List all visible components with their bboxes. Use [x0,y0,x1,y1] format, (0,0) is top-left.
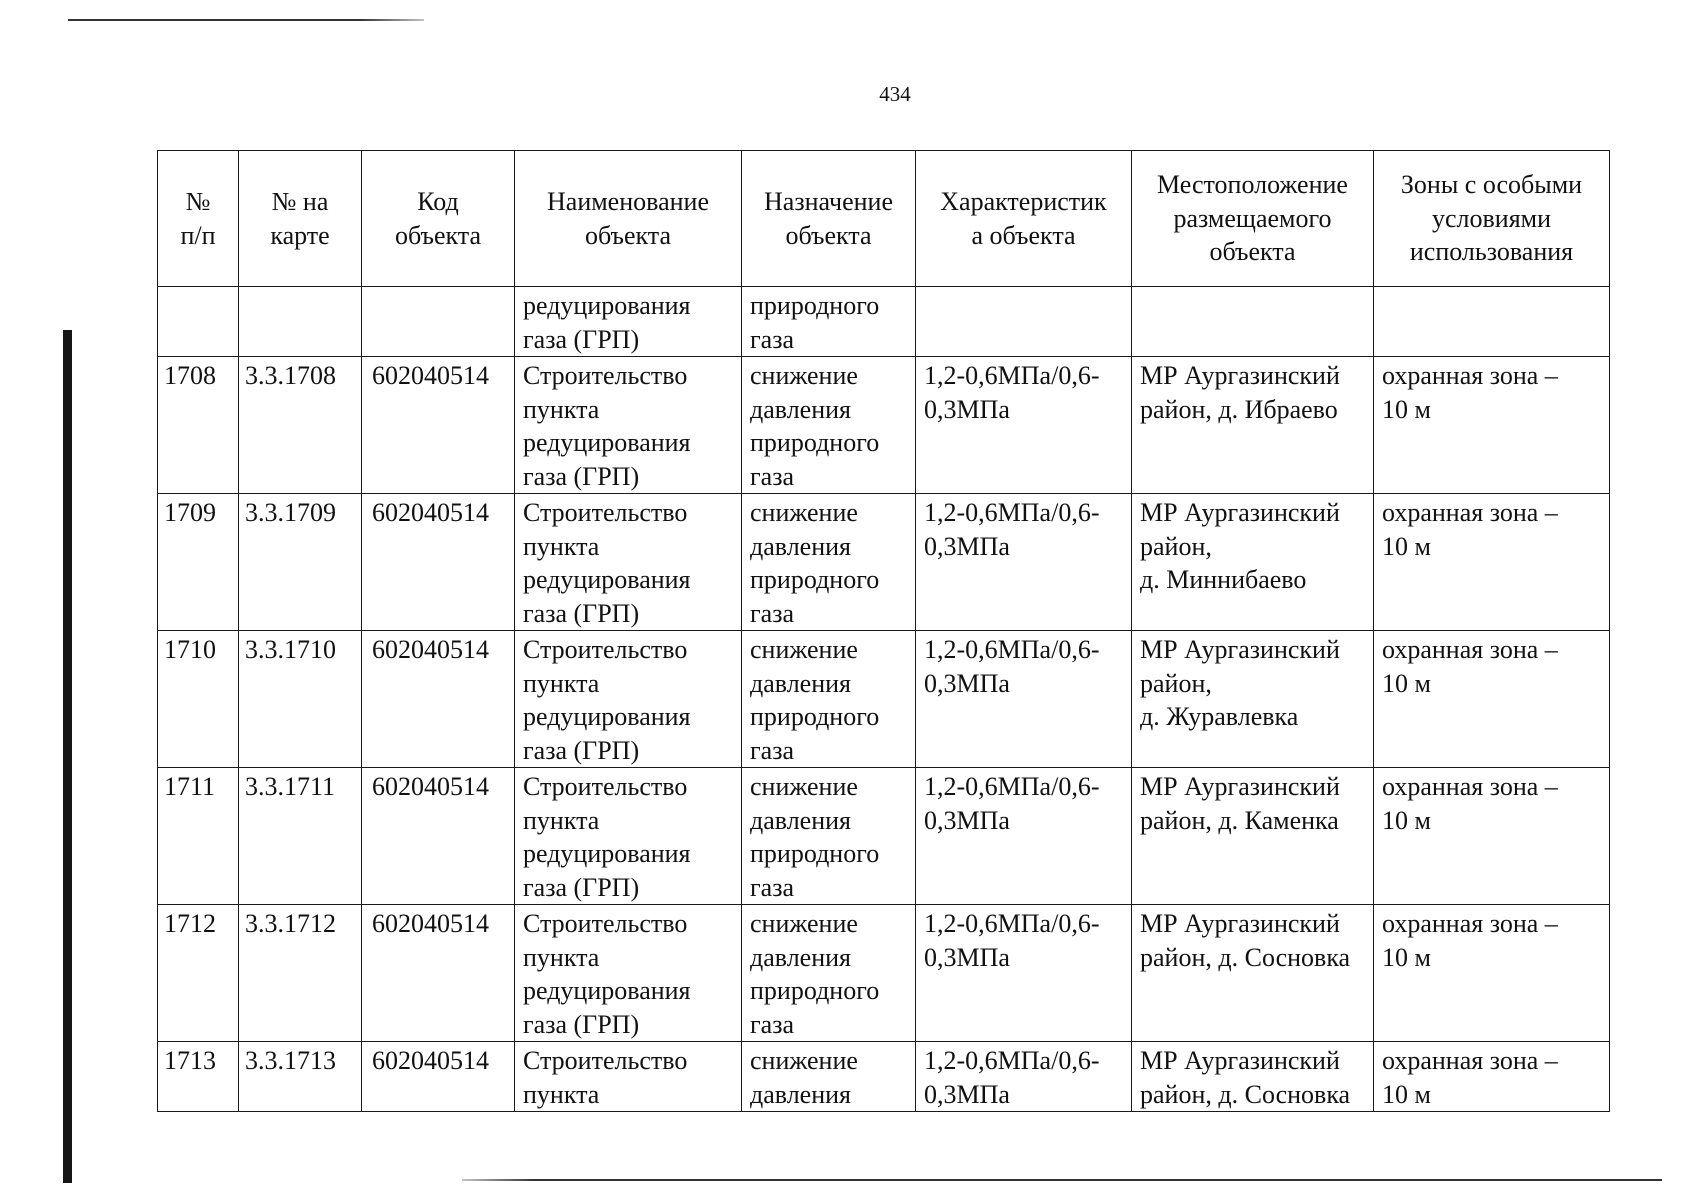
cell-location [1132,357,1374,494]
cell-line: охранная зона – [1382,772,1558,801]
cell-location [1132,905,1374,1042]
cell-location [1132,1042,1374,1112]
cell-line: № [185,187,211,216]
cell-line: 0,3МПа [924,394,1010,424]
cell-line: газа [750,1009,795,1039]
cell-characteristic [916,494,1132,631]
cell-line: давления [750,531,852,561]
cell-line: снижение [750,635,858,664]
table-body [158,151,1610,1112]
cell-code: 602040514 [362,357,515,494]
cell-line: давления [750,394,852,424]
header-location [1132,151,1374,287]
cell-map-num: 3.3.1713 [239,1042,362,1112]
cell-line: район, д. Сосновка [1140,942,1351,972]
table-row [158,768,1610,905]
cell-line: Местоположение [1157,170,1348,200]
cell-line: 1,2-0,6МПа/0,6- [924,909,1100,938]
cell-line: Назначение [764,187,893,216]
continuation-row [158,287,1610,357]
cell-line: Зоны с особыми [1400,170,1583,200]
cell-line: район, д. Сосновка [1140,1079,1351,1109]
cell-characteristic [916,768,1132,905]
cell-purpose [742,494,916,631]
cell-line: 10 м [1382,531,1431,561]
cell-line: 0,3МПа [924,668,1010,698]
scan-artifact-left-bar [63,330,72,1183]
cell-line: объекта [1209,237,1296,267]
cell-line: 10 м [1382,1079,1431,1109]
cell-map-num: 3.3.1710 [239,631,362,768]
header-map-num [239,151,362,287]
cell-zones [1374,1042,1610,1112]
cell-line: 1,2-0,6МПа/0,6- [924,361,1100,390]
cell-code: 602040514 [362,768,515,905]
cell-line: район, [1140,668,1212,698]
cell-line: 1,2-0,6МПа/0,6- [924,772,1100,801]
table-row [158,631,1610,768]
cell-line: природного [750,839,880,868]
cell-line: Строительство [523,909,688,938]
cell-line: д. Журавлевка [1140,702,1299,731]
cell-purpose [742,287,916,357]
cell-location [1132,287,1374,357]
cell-line: снижение [750,498,858,527]
cell-num: 1712 [158,905,239,1042]
cell-line: 0,3МПа [924,1079,1010,1109]
cell-line: Характеристик [940,187,1107,216]
cell-line: Строительство [523,498,688,527]
cell-line: Наименование [547,187,709,216]
cell-line: 1,2-0,6МПа/0,6- [924,635,1100,664]
table-row [158,905,1610,1042]
page-number: 434 [879,82,911,106]
cell-line: редуцирования [523,565,691,594]
cell-name [515,1042,742,1112]
cell-line: природного [750,428,880,457]
cell-line: район, д. Каменка [1140,805,1339,835]
cell-line: пункта [523,668,600,698]
cell-map-num: 3.3.1709 [239,494,362,631]
cell-line: п/п [180,220,216,250]
cell-line: газа (ГРП) [523,324,640,354]
cell-line: природного [750,565,880,594]
cell-line: Строительство [523,635,688,664]
cell-line: газа (ГРП) [523,735,640,765]
cell-line: д. Миннибаево [1140,565,1307,594]
cell-line: газа [750,461,795,491]
cell-line: МР Аургазинский [1140,635,1340,664]
cell-line: газа [750,324,795,354]
cell-line: газа (ГРП) [523,461,640,491]
cell-location [1132,768,1374,905]
cell-characteristic [916,287,1132,357]
cell-line: снижение [750,909,858,938]
cell-line: пункта [523,805,600,835]
cell-name [515,357,742,494]
cell-name [515,494,742,631]
cell-line: газа [750,598,795,628]
cell-line: природного [750,702,880,731]
cell-line: МР Аургазинский [1140,1046,1340,1075]
cell-line: пункта [523,942,600,972]
cell-code [362,287,515,357]
cell-num: 1713 [158,1042,239,1112]
cell-line: пункта [523,1079,600,1109]
cell-map-num: 3.3.1708 [239,357,362,494]
cell-purpose [742,768,916,905]
cell-line: Строительство [523,772,688,801]
cell-purpose [742,1042,916,1112]
cell-num: 1710 [158,631,239,768]
cell-line: МР Аургазинский [1140,772,1340,801]
cell-line: условиями [1431,203,1552,233]
cell-map-num: 3.3.1711 [239,768,362,905]
cell-line: объекта [394,220,482,250]
cell-line: 10 м [1382,394,1431,424]
cell-num [158,287,239,357]
cell-purpose [742,905,916,1042]
cell-name [515,768,742,905]
cell-name [515,905,742,1042]
cell-line: 0,3МПа [924,942,1010,972]
cell-line: охранная зона – [1382,1046,1558,1075]
scan-artifact-top-line [68,19,424,21]
cell-line: карте [270,220,330,250]
cell-line: Код [417,187,459,216]
cell-zones [1374,905,1610,1042]
cell-location [1132,631,1374,768]
cell-zones [1374,494,1610,631]
cell-line: давления [750,668,852,698]
cell-zones [1374,768,1610,905]
cell-line: снижение [750,1046,858,1075]
scan-artifact-bottom-line [462,1179,1662,1181]
cell-line: размещаемого [1173,203,1332,233]
header-name [515,151,742,287]
cell-num: 1711 [158,768,239,905]
cell-line: давления [750,1079,852,1109]
cell-line: а объекта [971,220,1076,250]
cell-line: газа (ГРП) [523,598,640,628]
cell-characteristic [916,357,1132,494]
cell-line: Строительство [523,361,688,390]
cell-characteristic [916,905,1132,1042]
cell-code: 602040514 [362,631,515,768]
cell-zones [1374,287,1610,357]
cell-line: редуцирования [523,428,691,457]
cell-purpose [742,357,916,494]
cell-name [515,287,742,357]
cell-line: редуцирования [523,291,691,320]
cell-line: редуцирования [523,839,691,868]
cell-code: 602040514 [362,1042,515,1112]
cell-name [515,631,742,768]
table-row [158,494,1610,631]
cell-line: пункта [523,394,600,424]
cell-line: газа [750,735,795,765]
cell-location [1132,494,1374,631]
cell-zones [1374,357,1610,494]
cell-line: газа [750,872,795,902]
cell-num: 1708 [158,357,239,494]
cell-line: МР Аургазинский [1140,909,1340,938]
cell-characteristic [916,1042,1132,1112]
cell-map-num: 3.3.1712 [239,905,362,1042]
cell-characteristic [916,631,1132,768]
cell-line: МР Аургазинский [1140,361,1340,390]
cell-line: 0,3МПа [924,531,1010,561]
cell-line: газа (ГРП) [523,1009,640,1039]
cell-line: объекта [584,220,672,250]
cell-line: охранная зона – [1382,498,1558,527]
cell-line: давления [750,942,852,972]
header-characteristic [916,151,1132,287]
cell-line: охранная зона – [1382,361,1558,390]
cell-line: 10 м [1382,668,1431,698]
cell-line: район, д. Ибраево [1140,394,1338,424]
header-num [158,151,239,287]
cell-line: охранная зона – [1382,909,1558,938]
cell-line: 1,2-0,6МПа/0,6- [924,498,1100,527]
cell-line: охранная зона – [1382,635,1558,664]
cell-line: 1,2-0,6МПа/0,6- [924,1046,1100,1075]
cell-line: редуцирования [523,976,691,1005]
table-row [158,357,1610,494]
cell-line: снижение [750,772,858,801]
header-row [158,151,1610,287]
cell-line: № на [271,187,329,216]
cell-line: природного [750,291,880,320]
cell-line: 10 м [1382,805,1431,835]
cell-line: Строительство [523,1046,688,1075]
cell-line: объекта [785,220,872,250]
cell-map-num [239,287,362,357]
cell-line: редуцирования [523,702,691,731]
cell-line: использования [1409,237,1574,267]
cell-num: 1709 [158,494,239,631]
cell-line: район, [1140,531,1212,561]
cell-code: 602040514 [362,494,515,631]
cell-line: 10 м [1382,942,1431,972]
cell-line: снижение [750,361,858,390]
cell-line: природного [750,976,880,1005]
header-zones [1374,151,1610,287]
cell-purpose [742,631,916,768]
cell-line: газа (ГРП) [523,872,640,902]
header-code [362,151,515,287]
cell-line: давления [750,805,852,835]
cell-zones [1374,631,1610,768]
cell-line: 0,3МПа [924,805,1010,835]
objects-table [157,150,1610,1112]
cell-line: МР Аургазинский [1140,498,1340,527]
table-row [158,1042,1610,1112]
cell-line: пункта [523,531,600,561]
cell-code: 602040514 [362,905,515,1042]
header-purpose [742,151,916,287]
